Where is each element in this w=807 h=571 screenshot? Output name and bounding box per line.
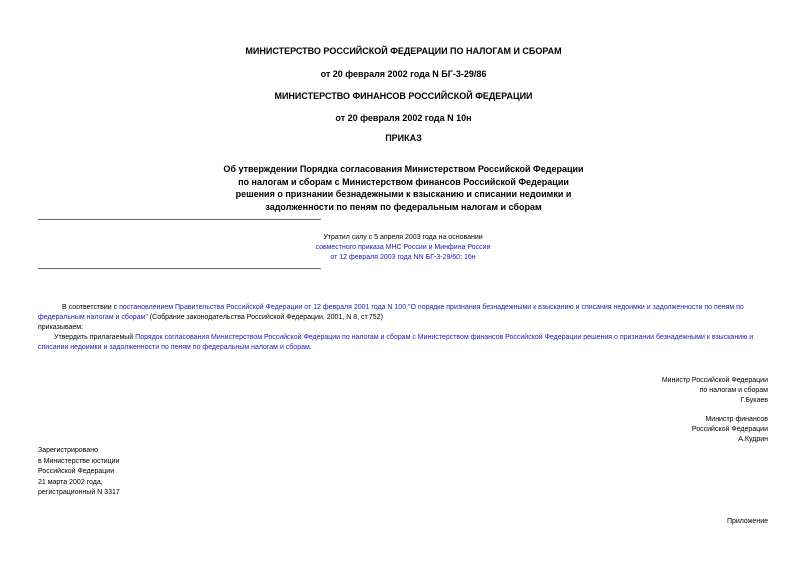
approval-paragraph: [38, 333, 768, 353]
registration-block: [38, 446, 120, 499]
order-date-finance: от 20 февраля 2002 года N 10н: [335, 113, 472, 123]
preamble-source: (Собрание законодательства Российской Федерации, 2001, N 8, ст.752): [147, 314, 383, 321]
signature-name: А.Кудрин: [738, 436, 768, 443]
ministry-tax-title: МИНИСТЕРСТВО РОССИЙСКОЙ ФЕДЕРАЦИИ ПО НАЛОГАМ И СБОРАМ: [245, 46, 562, 56]
subject-line: задолженности по пеням по федеральным налогам и сборам: [265, 201, 542, 212]
divider-top: [38, 219, 321, 220]
repeal-order-link[interactable]: совместного приказа МНС России и Минфина России: [315, 244, 491, 251]
subject-line: Об утверждении Порядка согласования Министерством Российской Федерации: [223, 164, 584, 174]
signature-name: Г.Букаев: [740, 397, 768, 404]
preamble-text: В соответствии с: [62, 304, 120, 311]
signature-title: Министр Российской Федерации: [661, 377, 768, 384]
divider-bottom: [38, 268, 321, 269]
registration-line: Зарегистрировано: [38, 447, 98, 454]
signature-tax-minister: [662, 376, 768, 406]
document-subject: [180, 163, 627, 213]
document-type: ПРИКАЗ: [385, 133, 422, 143]
registration-line: 21 марта 2002 года,: [38, 478, 103, 486]
signature-finance-minister: [692, 415, 768, 445]
status-note: [285, 233, 521, 263]
government-decree-link[interactable]: постановлением Правительства Российской Федерации от 12 февраля 2001 года N 100 "О порядке признания безнадежными к взысканию и списания недоимки и задолженности по пеням по федеральным налогам и сборам": [38, 304, 744, 321]
signature-title: Российской Федерации: [691, 426, 768, 433]
subject-line: решения о признании безнадежными к взысканию и списании недоимки и: [235, 189, 572, 199]
approval-text: Утвердить прилагаемый: [54, 334, 136, 341]
preamble-paragraph: [38, 303, 768, 323]
procedure-link[interactable]: Порядок согласования Министерством Российской Федерации по налогам и сборам с Министерством финансов Российской Федерации решения о признании безнадежными к взысканию и списании недоимки и задолженности по пеням по федеральным налогам и сборам: [38, 334, 754, 351]
subject-line: по налогам и сборам с Министерством финансов Российской Федерации: [238, 176, 569, 187]
appendix-label: Приложение: [726, 518, 768, 525]
registration-line: в Министерстве юстиции: [38, 457, 120, 465]
status-note-text: Утратил силу с 5 апреля 2003 года на основании: [323, 234, 483, 241]
approval-end: .: [309, 344, 312, 351]
signature-title: Министр финансов: [705, 416, 768, 423]
repeal-order-date-link[interactable]: от 12 февраля 2003 года NN БГ-3-29/60; 16н: [330, 254, 476, 261]
order-date-tax: от 20 февраля 2002 года N БГ-3-29/86: [320, 69, 487, 79]
registration-line: регистрационный N 3317: [38, 489, 120, 496]
order-clause: приказываем:: [38, 324, 84, 331]
signature-title: по налогам и сборам: [699, 387, 768, 394]
ministry-finance-title: МИНИСТЕРСТВО ФИНАНСОВ РОССИЙСКОЙ ФЕДЕРАЦИИ: [274, 91, 533, 101]
registration-line: Российской Федерации: [38, 468, 115, 475]
